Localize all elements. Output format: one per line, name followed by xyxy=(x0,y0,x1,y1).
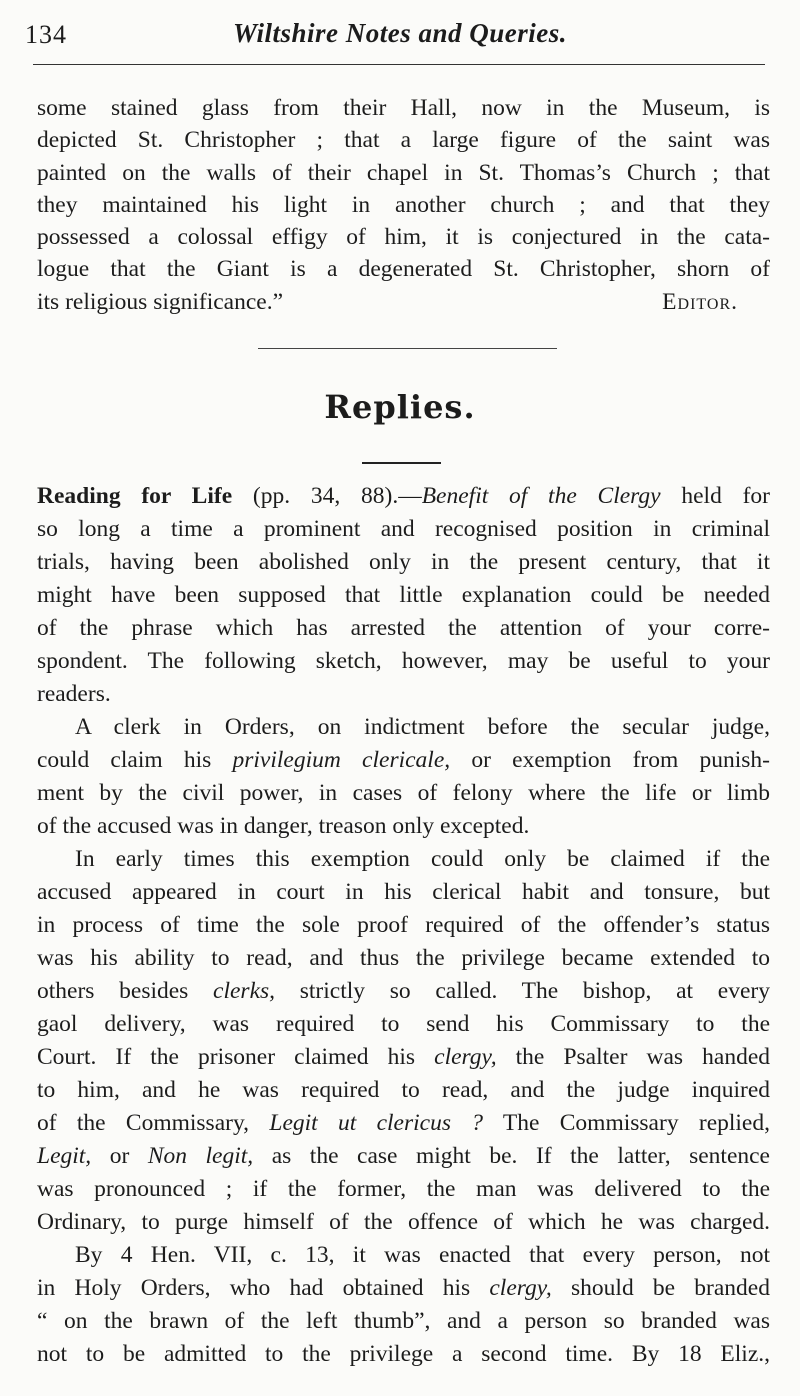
text-segment: was pronounced ; if the former, the man was delivered to the xyxy=(37,1176,770,1202)
text-segment: should be branded xyxy=(551,1275,770,1301)
text-segment: held for xyxy=(660,483,770,509)
text-line xyxy=(37,1173,770,1206)
text-line xyxy=(37,612,770,645)
text-segment: spondent. The following sketch, however, may be useful to your xyxy=(37,648,770,674)
text-line xyxy=(37,92,770,124)
text-segment: the Psalter was handed xyxy=(496,1044,771,1070)
text-segment: (pp. 34, 88).— xyxy=(232,483,422,509)
text-line xyxy=(37,876,770,909)
header-rule xyxy=(33,64,765,65)
text-line xyxy=(37,1074,770,1107)
text-segment: or xyxy=(91,1143,148,1169)
italic-text: Legit ut clericus ? xyxy=(269,1110,484,1136)
text-segment: in process of time the sole proof required of the offender’s status xyxy=(37,912,770,938)
text-line xyxy=(37,843,770,876)
text-line xyxy=(37,1305,770,1338)
text-segment: or exemption from punish- xyxy=(450,747,770,773)
text-line xyxy=(37,744,770,777)
text-segment: of the phrase which has arrested the attention of your corre- xyxy=(37,615,770,641)
text-line xyxy=(37,253,770,285)
text-segment: trials, having been abolished only in the present century, that it xyxy=(37,549,770,575)
text-segment: was his ability to read, and thus the privilege became extended to xyxy=(37,945,770,971)
text-line xyxy=(37,513,770,546)
text-line xyxy=(37,711,770,744)
section-divider xyxy=(258,348,557,349)
signature-editor: Editor. xyxy=(662,288,738,315)
text-segment: they maintained his light in another church ; and that they xyxy=(37,191,770,218)
italic-text: Benefit of the Clergy xyxy=(421,483,661,509)
italic-text: Non legit, xyxy=(147,1143,254,1169)
text-segment: might have been supposed that little explanation could be needed xyxy=(37,582,770,608)
text-line xyxy=(37,579,770,612)
text-line xyxy=(37,124,770,156)
text-line xyxy=(37,777,770,810)
text-line xyxy=(37,678,770,711)
text-segment: In early times this exemption could only be claimed if the xyxy=(75,846,770,872)
text-line xyxy=(37,546,770,579)
text-segment: as the case might be. If the latter, sentence xyxy=(253,1143,770,1169)
text-segment: readers. xyxy=(37,681,111,707)
text-segment: Ordinary, to purge himself of the offence of which he was charged. xyxy=(37,1209,770,1235)
text-line xyxy=(37,157,770,189)
text-line xyxy=(37,1041,770,1074)
text-line xyxy=(37,1338,770,1371)
italic-text: clerks, xyxy=(213,978,276,1004)
text-segment: ment by the civil power, in cases of felony where the life or limb xyxy=(37,780,770,806)
text-segment: painted on the walls of their chapel in St. Thomas’s Church ; that xyxy=(37,159,770,186)
text-segment: accused appeared in court in his clerical habit and tonsure, but xyxy=(37,879,770,905)
text-segment: not to be admitted to the privilege a second time. By 18 Eliz., xyxy=(37,1341,770,1367)
text-segment: gaol delivery, was required to send his Commissary to the xyxy=(37,1011,770,1037)
text-line xyxy=(37,221,770,253)
italic-text: privilegium clericale, xyxy=(232,747,451,773)
text-line xyxy=(37,286,770,318)
text-segment: By 4 Hen. VII, c. 13, it was enacted that every person, not xyxy=(75,1242,770,1268)
text-line xyxy=(37,1272,770,1305)
text-line xyxy=(37,1140,770,1173)
text-segment: logue that the Giant is a degenerated St. Christopher, shorn of xyxy=(37,256,770,283)
italic-text: clergy, xyxy=(434,1044,497,1070)
text-segment: Court. If the prisoner claimed his xyxy=(37,1044,435,1070)
text-line xyxy=(37,810,770,843)
entry-title: Reading for Life xyxy=(37,483,233,509)
text-segment: strictly so called. The bishop, at every xyxy=(275,978,770,1004)
text-segment: “ on the brawn of the left thumb”, and a person so branded was xyxy=(37,1308,770,1334)
running-title: Wiltshire Notes and Queries. xyxy=(232,18,568,48)
text-line xyxy=(37,909,770,942)
text-line xyxy=(37,1239,770,1272)
text-segment: of the accused was in danger, treason only excepted. xyxy=(37,813,530,839)
text-segment: to him, and he was required to read, and the judge inquired xyxy=(37,1077,770,1103)
text-segment: depicted St. Christopher ; that a large figure of the saint was xyxy=(37,127,770,154)
text-segment: others besides xyxy=(37,978,214,1004)
text-line xyxy=(37,480,770,513)
text-line xyxy=(37,975,770,1008)
italic-text: Legit, xyxy=(37,1143,92,1169)
heading-underline xyxy=(362,462,441,464)
text-segment: of the Commissary, xyxy=(37,1110,270,1136)
text-line xyxy=(37,645,770,678)
reply-reading-for-life xyxy=(37,480,770,1371)
text-line xyxy=(37,189,770,221)
text-line xyxy=(37,942,770,975)
text-segment: A clerk in Orders, on indictment before the secular judge, xyxy=(75,714,770,740)
text-line xyxy=(37,1206,770,1239)
text-segment: The Commissary replied, xyxy=(483,1110,770,1136)
text-line xyxy=(37,1107,770,1140)
section-heading-replies: Replies. xyxy=(324,388,476,426)
text-segment: some stained glass from their Hall, now in the Museum, is xyxy=(37,95,770,121)
text-segment: could claim his xyxy=(37,747,233,773)
text-segment: so long a time a prominent and recognised position in criminal xyxy=(37,516,770,542)
paragraph-editor-note xyxy=(37,92,770,318)
last-line-text: its religious significance.” xyxy=(37,288,284,315)
text-segment: in Holy Orders, who had obtained his xyxy=(37,1275,490,1301)
italic-text: clergy, xyxy=(489,1275,552,1301)
page-number: 134 xyxy=(25,20,67,49)
text-line xyxy=(37,1008,770,1041)
text-segment: possessed a colossal effigy of him, it is conjectured in the cata- xyxy=(37,224,770,251)
